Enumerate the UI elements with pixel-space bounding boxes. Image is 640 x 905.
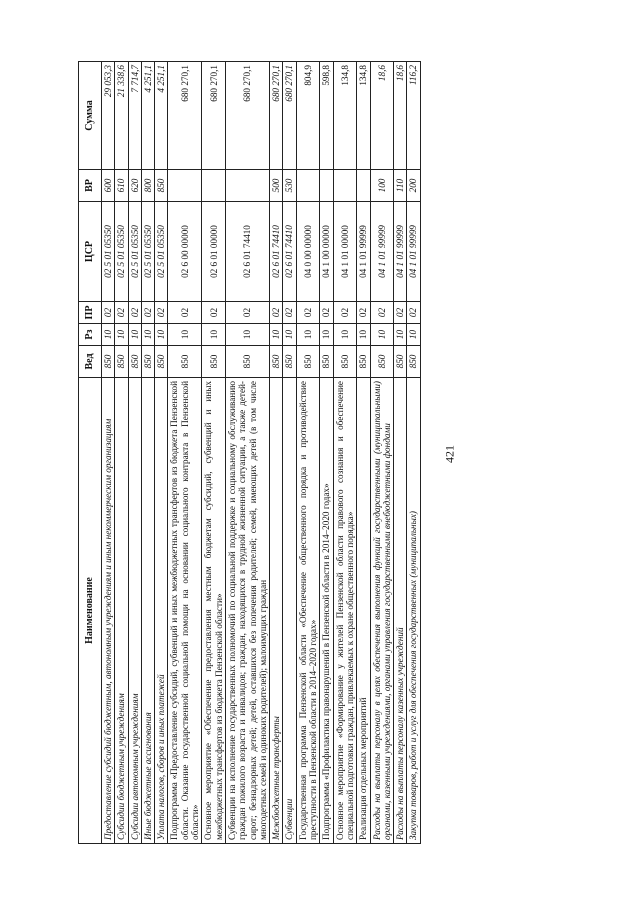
cell-csr: 04 1 01 99999 <box>407 202 420 302</box>
cell-name: Реализация отдельных мероприятий <box>357 378 370 844</box>
cell-pr: 02 <box>270 302 283 324</box>
cell-ved: 850 <box>202 346 226 378</box>
cell-vr <box>202 170 226 202</box>
cell-pr: 02 <box>296 302 320 324</box>
header-name: Наименование <box>79 378 102 844</box>
cell-name: Межбюджетные трансферты <box>270 378 283 844</box>
table-row <box>155 62 168 844</box>
cell-rz: 10 <box>407 324 420 346</box>
cell-rz: 10 <box>296 324 320 346</box>
cell-sum: 680 270,1 <box>168 62 202 170</box>
cell-rz: 10 <box>115 324 128 346</box>
cell-name: Государственная программа Пензенской области «Обеспечение общественного порядка и противодействие преступности в Пензенской области в 2014–2020 годах» <box>296 378 320 844</box>
cell-ved: 850 <box>357 346 370 378</box>
cell-name: Подпрограмма «Предоставление субсидий, субвенций и иных межбюджетных трансфертов из бюджета Пензенской области. Оказание государственной социальной помощи на основании социального контракта в Пензенской области» <box>168 378 202 844</box>
table-container <box>78 62 586 844</box>
cell-sum: 116,2 <box>407 62 420 170</box>
cell-rz: 10 <box>128 324 141 346</box>
cell-vr: 610 <box>115 170 128 202</box>
cell-pr: 02 <box>141 302 154 324</box>
header-ved: Вед <box>79 346 102 378</box>
cell-csr: 02 6 01 74410 <box>270 202 283 302</box>
header-pr: ПР <box>79 302 102 324</box>
cell-sum: 804,9 <box>296 62 320 170</box>
cell-rz: 10 <box>202 324 226 346</box>
cell-vr <box>225 170 269 202</box>
cell-vr: 110 <box>394 170 407 202</box>
cell-name: Закупка товаров, работ и услуг для обеспечения государственных (муниципальных) <box>407 378 420 844</box>
table-row <box>270 62 283 844</box>
cell-rz: 10 <box>283 324 296 346</box>
cell-rz: 10 <box>320 324 333 346</box>
cell-sum: 29 053,3 <box>102 62 115 170</box>
cell-sum: 680 270,1 <box>225 62 269 170</box>
cell-rz: 10 <box>394 324 407 346</box>
cell-name: Расходы на выплаты персоналу в целях обеспечения выполнения функций государственными (муниципальными) органами, казенными учреждениями, органами управления государственными внебюджетными фондами <box>370 378 394 844</box>
table-rotated-frame <box>78 62 586 844</box>
cell-pr: 02 <box>407 302 420 324</box>
table-row <box>370 62 394 844</box>
cell-pr: 02 <box>102 302 115 324</box>
cell-ved: 850 <box>370 346 394 378</box>
header-rz: Рз <box>79 324 102 346</box>
cell-vr <box>333 170 357 202</box>
cell-csr: 02 6 00 00000 <box>168 202 202 302</box>
cell-csr: 02 5 01 05350 <box>115 202 128 302</box>
cell-csr: 04 0 00 00000 <box>296 202 320 302</box>
cell-sum: 680 270,1 <box>202 62 226 170</box>
cell-ved: 850 <box>333 346 357 378</box>
table-body <box>102 62 421 844</box>
cell-name: Уплата налогов, сборов и иных платежей <box>155 378 168 844</box>
cell-csr: 04 1 00 00000 <box>320 202 333 302</box>
table-row <box>357 62 370 844</box>
table-row <box>115 62 128 844</box>
cell-vr: 500 <box>270 170 283 202</box>
cell-sum: 680 270,1 <box>283 62 296 170</box>
table-row <box>407 62 420 844</box>
budget-table <box>78 61 421 844</box>
cell-csr: 02 6 01 74410 <box>283 202 296 302</box>
cell-rz: 10 <box>357 324 370 346</box>
header-vr: ВР <box>79 170 102 202</box>
cell-ved: 850 <box>320 346 333 378</box>
cell-ved: 850 <box>407 346 420 378</box>
cell-vr <box>296 170 320 202</box>
cell-ved: 850 <box>128 346 141 378</box>
table-row <box>394 62 407 844</box>
cell-vr: 850 <box>155 170 168 202</box>
cell-csr: 04 1 01 99999 <box>370 202 394 302</box>
cell-ved: 850 <box>283 346 296 378</box>
cell-pr: 02 <box>168 302 202 324</box>
cell-ved: 850 <box>168 346 202 378</box>
cell-sum: 18,6 <box>370 62 394 170</box>
cell-pr: 02 <box>370 302 394 324</box>
cell-ved: 850 <box>270 346 283 378</box>
table-row <box>296 62 320 844</box>
cell-pr: 02 <box>333 302 357 324</box>
cell-vr: 100 <box>370 170 394 202</box>
cell-vr <box>357 170 370 202</box>
cell-name: Субсидии автономным учреждениям <box>128 378 141 844</box>
cell-csr: 04 1 01 99999 <box>357 202 370 302</box>
table-row <box>283 62 296 844</box>
cell-pr: 02 <box>394 302 407 324</box>
cell-name: Субвенции на исполнение государственных полномочий по социальной поддержке и социальному обслуживанию граждан пожилого возраста и инвалидов; граждан, находящихся в трудной жизненной ситуации, а также детей-сирот; безнадзорных детей; детей, оставшихся без попечения родителей; семей, имеющих детей (в том числе многодетных семей и одиноких родителей); малоимущих граждан <box>225 378 269 844</box>
cell-vr <box>168 170 202 202</box>
cell-vr: 530 <box>283 170 296 202</box>
table-row <box>102 62 115 844</box>
cell-sum: 134,8 <box>357 62 370 170</box>
cell-csr: 02 5 01 05350 <box>102 202 115 302</box>
cell-sum: 680 270,1 <box>270 62 283 170</box>
cell-vr: 200 <box>407 170 420 202</box>
cell-pr: 02 <box>225 302 269 324</box>
cell-name: Подпрограмма «Профилактика правонарушений в Пензенской области в 2014–2020 годах» <box>320 378 333 844</box>
cell-ved: 850 <box>155 346 168 378</box>
cell-pr: 02 <box>128 302 141 324</box>
cell-pr: 02 <box>320 302 333 324</box>
cell-ved: 850 <box>102 346 115 378</box>
cell-sum: 598,8 <box>320 62 333 170</box>
table-row <box>128 62 141 844</box>
cell-rz: 10 <box>225 324 269 346</box>
header-csr: ЦСР <box>79 202 102 302</box>
cell-rz: 10 <box>333 324 357 346</box>
table-row <box>320 62 333 844</box>
cell-csr: 02 6 01 74410 <box>225 202 269 302</box>
cell-rz: 10 <box>270 324 283 346</box>
cell-sum: 4 251,1 <box>141 62 154 170</box>
cell-csr: 04 1 01 99999 <box>394 202 407 302</box>
cell-ved: 850 <box>115 346 128 378</box>
table-row <box>168 62 202 844</box>
cell-name: Основное мероприятие «Формирование у жителей Пензенской области правового сознания и обеспечение специальной подготовки граждан, привлекаемых к охране общественного порядка» <box>333 378 357 844</box>
cell-rz: 10 <box>155 324 168 346</box>
cell-csr: 02 5 01 05350 <box>141 202 154 302</box>
table-row <box>333 62 357 844</box>
cell-pr: 02 <box>202 302 226 324</box>
cell-name: Субвенции <box>283 378 296 844</box>
header-row <box>79 62 102 844</box>
page-number: 421 <box>442 445 457 463</box>
cell-csr: 04 1 01 00000 <box>333 202 357 302</box>
cell-name: Субсидии бюджетным учреждениям <box>115 378 128 844</box>
table-row <box>225 62 269 844</box>
cell-ved: 850 <box>394 346 407 378</box>
cell-pr: 02 <box>283 302 296 324</box>
cell-name: Основное мероприятие «Обеспечение предоставления местным бюджетам субсидий, субвенций и иных межбюджетных трансфертов из бюджета Пензенской области» <box>202 378 226 844</box>
header-sum: Сумма <box>79 62 102 170</box>
table-row <box>141 62 154 844</box>
cell-name: Расходы на выплаты персоналу казенных учреждений <box>394 378 407 844</box>
cell-sum: 18,6 <box>394 62 407 170</box>
cell-vr: 800 <box>141 170 154 202</box>
cell-vr: 620 <box>128 170 141 202</box>
cell-name: Иные бюджетные ассигнования <box>141 378 154 844</box>
cell-name: Предоставление субсидий бюджетным, автономным учреждениям и иным некоммерческим организациям <box>102 378 115 844</box>
cell-ved: 850 <box>141 346 154 378</box>
table-row <box>202 62 226 844</box>
cell-rz: 10 <box>102 324 115 346</box>
cell-sum: 134,8 <box>333 62 357 170</box>
cell-sum: 4 251,1 <box>155 62 168 170</box>
cell-csr: 02 6 01 00000 <box>202 202 226 302</box>
cell-csr: 02 5 01 05350 <box>128 202 141 302</box>
cell-sum: 21 338,6 <box>115 62 128 170</box>
cell-rz: 10 <box>141 324 154 346</box>
cell-sum: 7 714,7 <box>128 62 141 170</box>
cell-ved: 850 <box>225 346 269 378</box>
cell-vr <box>320 170 333 202</box>
cell-rz: 10 <box>370 324 394 346</box>
cell-vr: 600 <box>102 170 115 202</box>
cell-csr: 02 5 01 05350 <box>155 202 168 302</box>
cell-pr: 02 <box>357 302 370 324</box>
cell-pr: 02 <box>155 302 168 324</box>
cell-pr: 02 <box>115 302 128 324</box>
cell-rz: 10 <box>168 324 202 346</box>
cell-ved: 850 <box>296 346 320 378</box>
